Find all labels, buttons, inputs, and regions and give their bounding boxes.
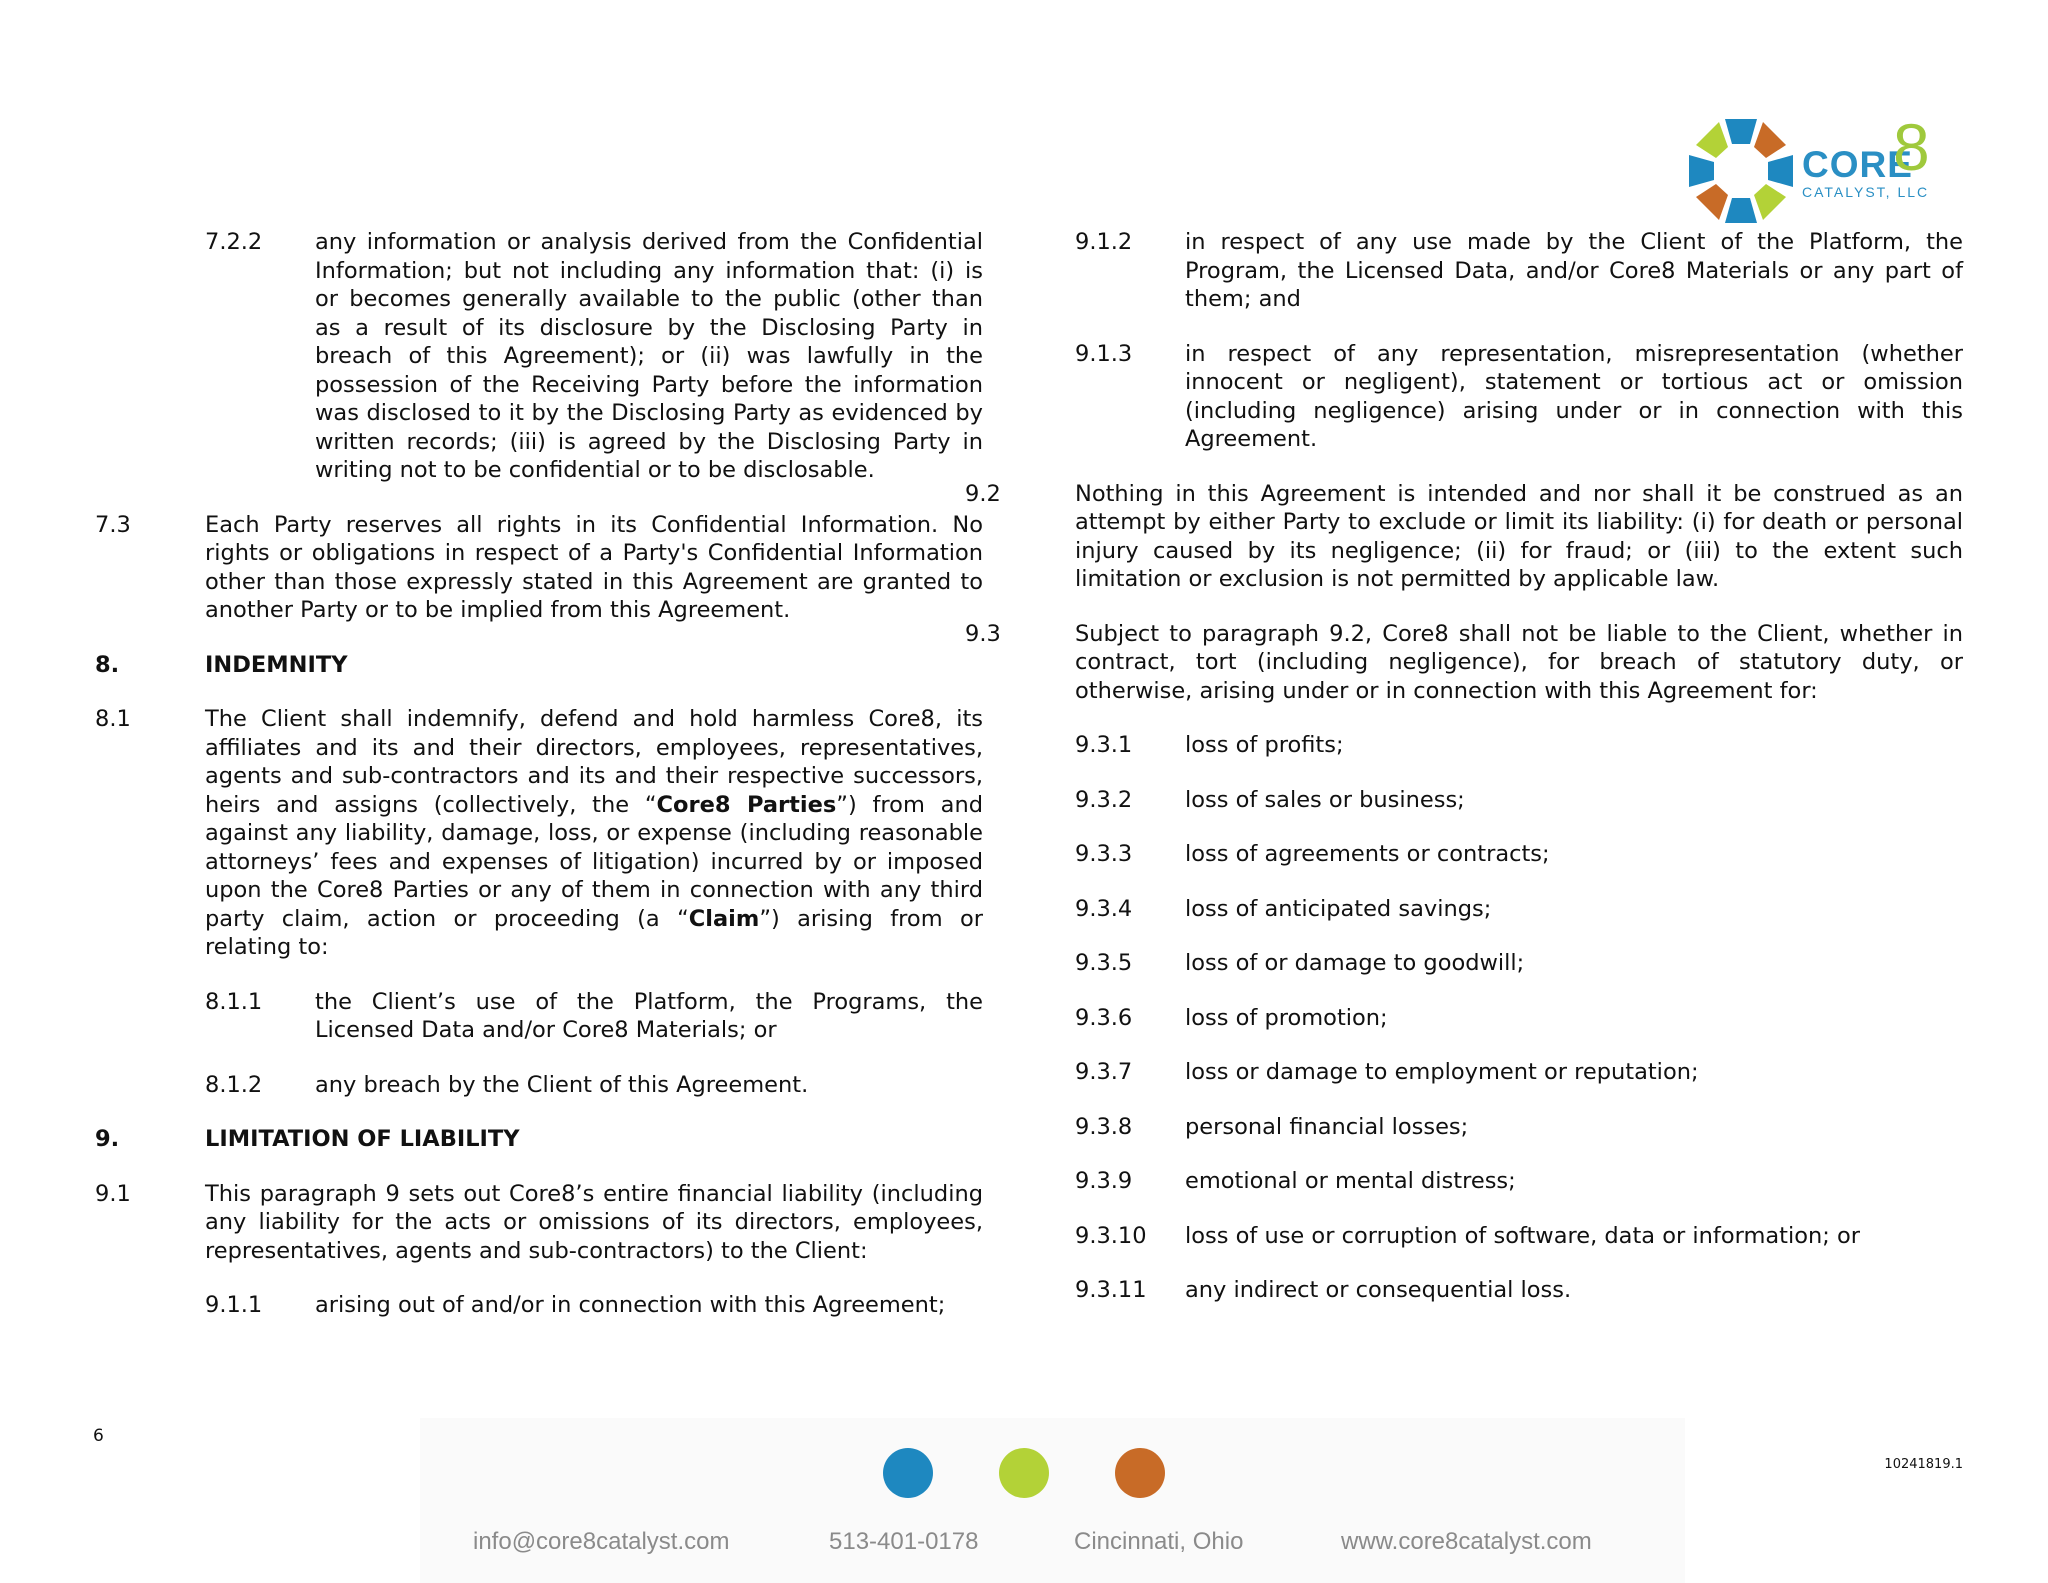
clause-9-3-1: [1075, 731, 1963, 760]
clause-number: 8.1.2: [205, 1071, 263, 1098]
clause-text: any indirect or consequential loss.: [1185, 1277, 1572, 1303]
clause-number: 9.3.1: [1075, 732, 1133, 758]
document-reference: 10241819.1: [1884, 1457, 1963, 1472]
clause-number: 9.1.3: [1075, 340, 1133, 367]
clause-number: 8.1.1: [205, 988, 263, 1015]
clause-9-3-6: [1075, 1004, 1963, 1033]
clause-text: the Client’s use of the Platform, the Programs, the Licensed Data and/or Core8 Materials; or: [315, 988, 983, 1043]
logo-wordmark: CORE: [1802, 144, 1913, 185]
footer-location: Cincinnati, Ohio: [1074, 1528, 1244, 1555]
logo-subtitle: CATALYST, LLC: [1802, 184, 1930, 200]
footer-band: [420, 1418, 1685, 1583]
clause-text: personal financial losses;: [1185, 1113, 1469, 1140]
clause-9-3-10: [1075, 1222, 1963, 1251]
clause-9-3-7: [1075, 1058, 1963, 1087]
clause-text: in respect of any use made by the Client of the Platform, the Program, the Licensed Data, and/or Core8 Materials or any part of them; and: [1185, 229, 1963, 312]
clause-text: Nothing in this Agreement is intended and nor shall it be construed as an attempt by either Party to exclude or limit its liability: (i) for death or personal injury caused by its negligence; (ii) for fraud; or (iii) to the extent such limitation or exclusion is not permitted by applicable law.: [1075, 480, 1963, 592]
clause-text: This paragraph 9 sets out Core8’s entire financial liability (including any liability for the acts or omissions of its directors, employees, representatives, agents and sub-contractors) to the Client:: [205, 1180, 983, 1264]
clause-number: 9.3.9: [1075, 1168, 1133, 1194]
clause-text: in respect of any representation, misrepresentation (whether innocent or negligent), statement or tortious act or omission (including negligence) arising under or in connection with this Agreement.: [1185, 340, 1963, 452]
footer-phone: 513-401-0178: [829, 1528, 979, 1555]
clause-text: emotional or mental distress;: [1185, 1168, 1516, 1194]
clause-text: any breach by the Client of this Agreement.: [315, 1071, 809, 1098]
clause-text: loss of anticipated savings;: [1185, 895, 1492, 922]
orange-dot-icon: [1115, 1448, 1165, 1498]
clause-number: 9.3.8: [1075, 1113, 1133, 1140]
clause-text-part: ”) arising from or relating to:: [205, 905, 983, 960]
clause-number: 8.1: [95, 706, 131, 732]
clause-text: loss of promotion;: [1185, 1004, 1388, 1031]
clause-9-3-9: [1075, 1167, 1963, 1196]
clause-9-1-3: [1075, 340, 1963, 454]
section-number: 9.: [95, 1126, 120, 1152]
section-number: 8.: [95, 651, 120, 678]
clause-9-1-1: [95, 1291, 983, 1320]
defined-term: Core8 Parties: [656, 791, 837, 818]
clause-text: [205, 705, 983, 962]
clause-text-part: ”) from and against any liability, damage, loss, or expense (including reasonable attorneys’ fees and expenses of litigation) incurred by or imposed upon the Core8 Parties or any of them in connection with any third party claim, action or proceeding (a “: [205, 791, 983, 932]
clause-number: 9.3.2: [1075, 786, 1133, 813]
clause-number: 9.3.3: [1075, 841, 1133, 867]
clause-8-1: [95, 705, 983, 962]
clause-number: 9.3: [965, 620, 1001, 647]
clause-number: 7.3: [95, 511, 131, 538]
clause-9-1: [95, 1180, 983, 1266]
left-column: [95, 228, 983, 1346]
clause-text: loss or damage to employment or reputation;: [1185, 1059, 1699, 1085]
clause-9-3-5: [1075, 949, 1963, 978]
clause-text: loss of or damage to goodwill;: [1185, 950, 1525, 976]
section-heading-8: [95, 651, 983, 680]
clause-number: 9.3.5: [1075, 950, 1133, 976]
octagon-ring-icon: [1688, 118, 1794, 224]
clause-text: Each Party reserves all rights in its Confidential Information. No rights or obligations in respect of a Party's Confidential Information other than those expressly stated in this Agreement are granted to another Party or to be implied from this Agreement.: [205, 511, 983, 623]
clause-text: loss of use or corruption of software, data or information; or: [1185, 1222, 1861, 1249]
section-heading-9: [95, 1125, 983, 1154]
clause-number: 9.3.10: [1075, 1222, 1147, 1249]
clause-text-part: The Client shall indemnify, defend and hold harmless Core8, its affiliates and its and their directors, employees, representatives, agents and sub-contractors and its and their respective successors, heirs and assigns (collectively, the “: [205, 706, 983, 818]
green-dot-icon: [999, 1448, 1049, 1498]
section-title: INDEMNITY: [205, 651, 348, 678]
clause-number: 9.3.7: [1075, 1059, 1133, 1085]
clause-text: loss of agreements or contracts;: [1185, 841, 1550, 867]
core8-logo: [1688, 110, 1953, 224]
clause-7-3: [95, 511, 983, 625]
footer-email: info@core8catalyst.com: [473, 1528, 730, 1555]
right-column: [965, 228, 1963, 1331]
clause-9-3-8: [1075, 1113, 1963, 1142]
clause-number: 9.3.6: [1075, 1004, 1133, 1031]
clause-number: 9.3.4: [1075, 895, 1133, 922]
clause-8-1-1: [95, 988, 983, 1045]
clause-number: 9.1: [95, 1180, 131, 1207]
defined-term: Claim: [688, 905, 760, 932]
clause-8-1-2: [95, 1071, 983, 1100]
clause-number: 9.2: [965, 480, 1001, 507]
clause-text: loss of sales or business;: [1185, 786, 1465, 813]
clause-9-1-2: [1075, 228, 1963, 314]
logo-numeral: 8: [1893, 110, 1930, 184]
clause-9-2: [965, 480, 1963, 594]
clause-7-2-2: [95, 228, 983, 485]
clause-number: 7.2.2: [205, 229, 263, 255]
footer-website: www.core8catalyst.com: [1341, 1528, 1592, 1555]
clause-number: 9.1.2: [1075, 229, 1133, 255]
clause-9-3-2: [1075, 786, 1963, 815]
clause-text: loss of profits;: [1185, 732, 1344, 758]
clause-9-3: [965, 620, 1963, 706]
page-number: 6: [93, 1426, 104, 1446]
blue-dot-icon: [883, 1448, 933, 1498]
clause-9-3-3: [1075, 840, 1963, 869]
clause-number: 9.3.11: [1075, 1277, 1147, 1303]
clause-9-3-4: [1075, 895, 1963, 924]
clause-number: 9.1.1: [205, 1292, 263, 1318]
clause-text: Subject to paragraph 9.2, Core8 shall not be liable to the Client, whether in contract, tort (including negligence), for breach of statutory duty, or otherwise, arising under or in connection with this Agreement for:: [1075, 620, 1963, 704]
clause-9-3-11: [1075, 1276, 1963, 1305]
section-title: LIMITATION OF LIABILITY: [205, 1126, 520, 1152]
clause-text: any information or analysis derived from the Confidential Information; but not including any information that: (i) is or becomes generally available to the public (other than as a result of its disclosure by the Disclosing Party in breach of this Agreement); or (ii) was lawfully in the possession of the Receiving Party before the information was disclosed to it by the Disclosing Party as evidenced by written records; (iii) is agreed by the Disclosing Party in writing not to be confidential or to be disclosable.: [315, 229, 983, 483]
clause-text: arising out of and/or in connection with this Agreement;: [315, 1292, 946, 1318]
